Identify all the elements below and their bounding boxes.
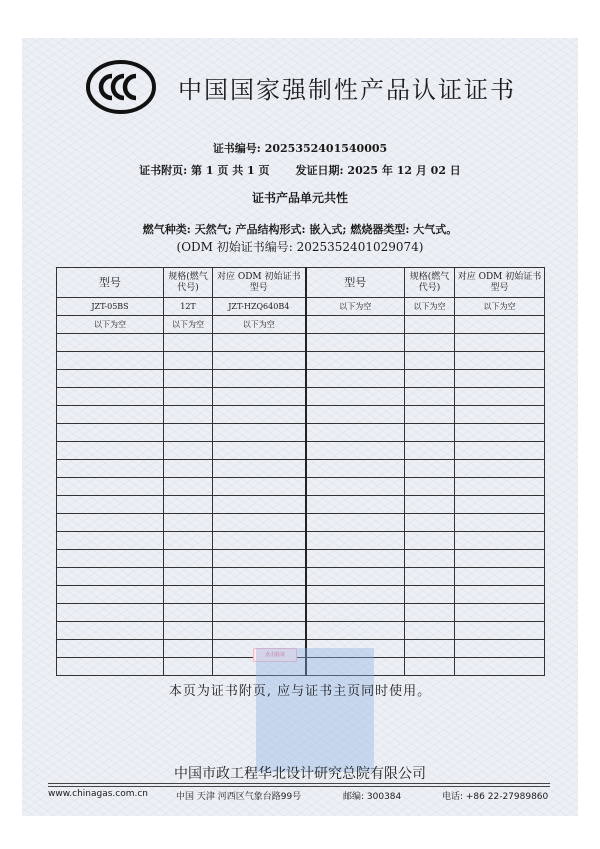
table-cell: 以下为空 — [164, 316, 213, 334]
table-row — [57, 334, 545, 352]
table-cell: 以下为空 — [455, 298, 545, 316]
table-cell — [405, 460, 455, 478]
table-cell — [455, 586, 545, 604]
table-cell — [306, 550, 405, 568]
table-row — [57, 478, 545, 496]
model-table — [56, 267, 545, 676]
table-cell — [306, 370, 405, 388]
table-cell — [306, 478, 405, 496]
table-cell — [455, 424, 545, 442]
table-cell — [455, 316, 545, 334]
table-cell — [57, 640, 164, 658]
footer-contact — [48, 789, 550, 803]
table-cell — [306, 514, 405, 532]
table-cell — [405, 658, 455, 676]
table-cell — [57, 388, 164, 406]
table-cell — [455, 388, 545, 406]
unit-heading: 证书产品单元共性 — [251, 191, 348, 205]
table-row — [57, 496, 545, 514]
table-cell: 以下为空 — [405, 298, 455, 316]
table-cell: 以下为空 — [213, 316, 306, 334]
table-cell: JZT-HZQ640B4 — [213, 298, 306, 316]
table-cell — [164, 622, 213, 640]
col-header-odm-model: 对应 ODM 初始证书型号 — [455, 268, 545, 298]
table-cell — [213, 496, 306, 514]
verify-stamp[interactable]: 点击验证 — [253, 648, 297, 662]
table-cell — [213, 514, 306, 532]
table-cell — [213, 532, 306, 550]
table-cell — [306, 388, 405, 406]
table-cell: 12T — [164, 298, 213, 316]
footer-rule — [48, 786, 550, 787]
table-cell — [213, 622, 306, 640]
table-cell — [405, 442, 455, 460]
table-cell — [164, 586, 213, 604]
table-cell — [57, 478, 164, 496]
table-cell — [405, 424, 455, 442]
table-cell — [405, 496, 455, 514]
table-cell — [306, 568, 405, 586]
table-cell — [57, 586, 164, 604]
table-row — [57, 442, 545, 460]
table-cell — [57, 352, 164, 370]
table-cell — [213, 604, 306, 622]
table-cell — [164, 514, 213, 532]
table-cell — [306, 586, 405, 604]
table-cell — [306, 622, 405, 640]
col-header-model: 型号 — [306, 268, 405, 298]
certificate-number: 证书编号: 2025352401540005 — [212, 142, 388, 155]
table-cell — [405, 316, 455, 334]
table-cell — [306, 496, 405, 514]
website-link[interactable]: www.chinagas.com.cn — [48, 789, 149, 799]
table-cell — [164, 532, 213, 550]
col-header-model: 型号 — [57, 268, 164, 298]
table-cell — [57, 496, 164, 514]
table-cell — [213, 334, 306, 352]
table-cell — [455, 604, 545, 622]
table-cell — [405, 406, 455, 424]
table-cell — [306, 334, 405, 352]
table-cell — [57, 424, 164, 442]
table-cell — [405, 568, 455, 586]
table-row — [57, 514, 545, 532]
footer-rule — [48, 783, 550, 784]
table-cell — [405, 550, 455, 568]
attachment-page: 证书附页: 第 1 页 共 1 页 — [139, 164, 270, 177]
table-row — [57, 406, 545, 424]
table-cell — [164, 388, 213, 406]
table-cell — [455, 460, 545, 478]
table-cell — [405, 622, 455, 640]
table-cell — [306, 424, 405, 442]
table-cell — [405, 388, 455, 406]
col-header-odm-model: 对应 ODM 初始证书型号 — [213, 268, 306, 298]
col-header-spec: 规格(燃气代号) — [164, 268, 213, 298]
table-row — [57, 298, 545, 316]
table-cell — [213, 370, 306, 388]
table-cell — [306, 316, 405, 334]
table-cell — [57, 604, 164, 622]
table-cell — [164, 550, 213, 568]
table-cell — [455, 406, 545, 424]
table-cell — [213, 424, 306, 442]
table-row — [57, 370, 545, 388]
table-cell — [213, 460, 306, 478]
table-cell — [455, 442, 545, 460]
table-row — [57, 316, 545, 334]
table-cell — [405, 532, 455, 550]
table-cell — [57, 460, 164, 478]
table-cell — [306, 442, 405, 460]
table-cell — [455, 640, 545, 658]
table-cell — [405, 352, 455, 370]
table-cell — [164, 370, 213, 388]
table-cell — [57, 550, 164, 568]
col-header-spec: 规格(燃气代号) — [405, 268, 455, 298]
table-cell — [306, 604, 405, 622]
table-cell: 以下为空 — [57, 316, 164, 334]
table-row — [57, 532, 545, 550]
table-cell — [405, 586, 455, 604]
table-cell — [164, 478, 213, 496]
table-cell — [57, 406, 164, 424]
table-cell — [213, 586, 306, 604]
table-cell — [57, 658, 164, 676]
phone: 电话: +86 22-27989860 — [442, 792, 549, 802]
table-row — [57, 586, 545, 604]
table-cell: 以下为空 — [306, 298, 405, 316]
table-cell — [57, 532, 164, 550]
table-cell — [57, 622, 164, 640]
table-cell — [405, 334, 455, 352]
table-cell — [306, 532, 405, 550]
ccc-logo — [86, 60, 156, 114]
table-cell — [455, 334, 545, 352]
table-cell — [164, 442, 213, 460]
table-cell — [213, 388, 306, 406]
table-row — [57, 388, 545, 406]
table-cell — [57, 370, 164, 388]
table-cell — [164, 658, 213, 676]
page-and-date-line — [0, 162, 600, 178]
table-cell — [405, 640, 455, 658]
table-cell — [455, 496, 545, 514]
table-cell — [455, 514, 545, 532]
issue-date: 发证日期: 2025 年 12 月 02 日 — [295, 164, 461, 177]
table-row — [57, 604, 545, 622]
table-cell — [306, 460, 405, 478]
table-cell — [57, 442, 164, 460]
table-cell — [455, 370, 545, 388]
table-cell — [455, 658, 545, 676]
table-cell — [455, 550, 545, 568]
table-header-row — [57, 268, 545, 298]
table-cell — [57, 568, 164, 586]
table-cell — [213, 478, 306, 496]
table-cell — [213, 442, 306, 460]
table-cell — [57, 334, 164, 352]
table-cell — [405, 370, 455, 388]
table-cell — [405, 604, 455, 622]
table-cell — [213, 406, 306, 424]
table-cell — [164, 406, 213, 424]
selection-overlay — [256, 648, 374, 772]
table-cell — [164, 352, 213, 370]
table-cell — [57, 514, 164, 532]
table-cell — [164, 496, 213, 514]
table-cell — [455, 532, 545, 550]
postcode: 邮编: 300384 — [343, 792, 402, 802]
table-cell — [405, 514, 455, 532]
table-cell — [455, 352, 545, 370]
product-info: 燃气种类: 天然气; 产品结构形式: 嵌入式; 燃烧器类型: 大气式。 — [142, 223, 458, 236]
table-cell — [306, 406, 405, 424]
table-cell — [455, 622, 545, 640]
table-cell — [164, 460, 213, 478]
attachment-note: 本页为证书附页, 应与证书主页同时使用。 — [168, 684, 432, 699]
table-cell — [164, 424, 213, 442]
table-cell — [164, 604, 213, 622]
table-cell — [213, 568, 306, 586]
table-cell — [455, 478, 545, 496]
table-cell — [213, 352, 306, 370]
table-cell — [164, 568, 213, 586]
address: 中国 天津 河西区气象台路99号 — [176, 792, 302, 802]
table-row — [57, 460, 545, 478]
issuer-company: 中国市政工程华北设计研究总院有限公司 — [174, 766, 426, 782]
certificate-title: 中国国家强制性产品认证证书 — [178, 76, 516, 104]
table-cell — [405, 478, 455, 496]
table-row — [57, 568, 545, 586]
table-cell — [306, 352, 405, 370]
table-row — [57, 352, 545, 370]
table-row — [57, 622, 545, 640]
table-cell — [164, 334, 213, 352]
table-row — [57, 424, 545, 442]
table-row — [57, 550, 545, 568]
odm-info: (ODM 初始证书编号: 2025352401029074) — [176, 240, 424, 254]
table-cell — [455, 568, 545, 586]
table-cell: JZT-05BS — [57, 298, 164, 316]
table-cell — [213, 550, 306, 568]
table-cell — [164, 640, 213, 658]
